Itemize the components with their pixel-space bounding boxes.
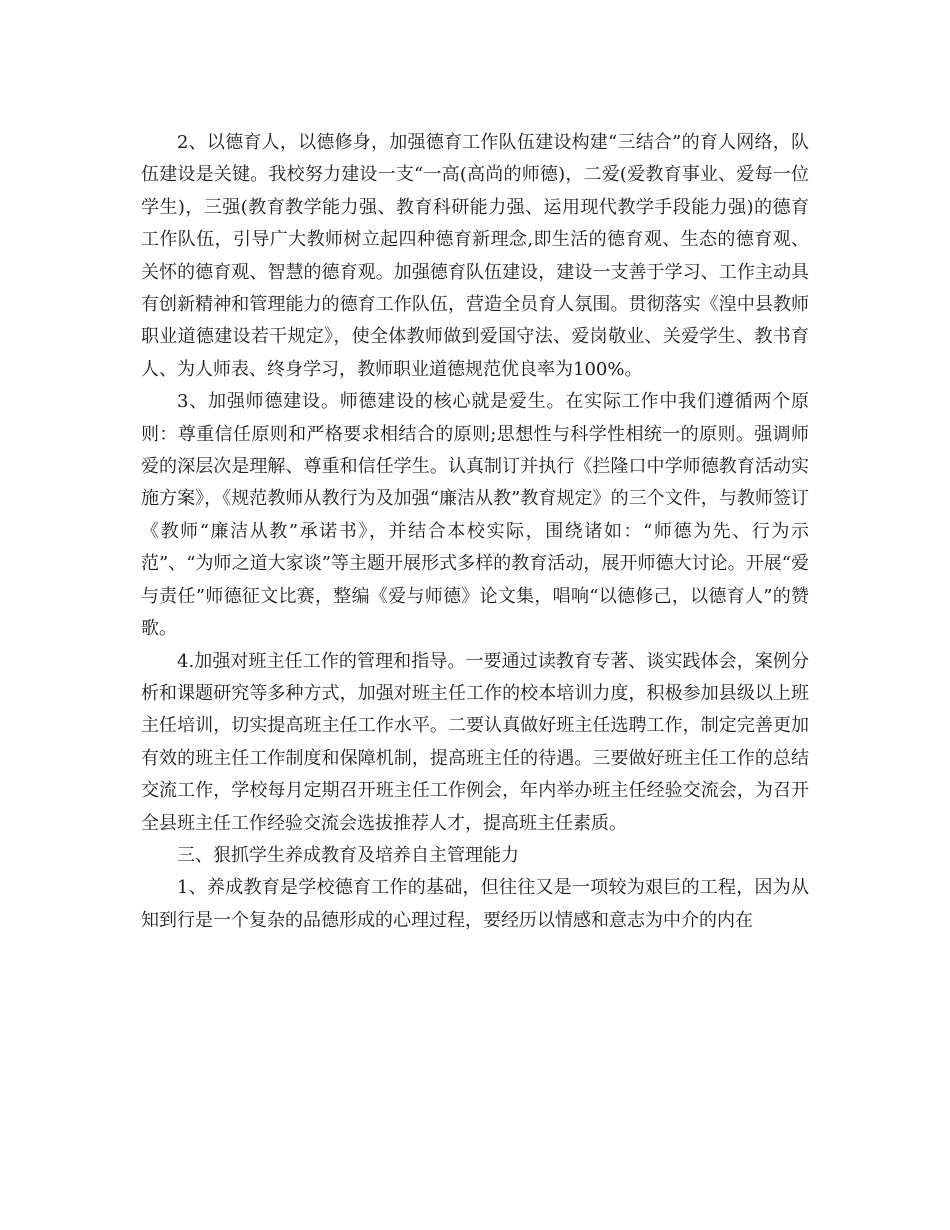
section-heading: 三、狠抓学生养成教育及培养自主管理能力 xyxy=(177,844,519,866)
document-body xyxy=(141,127,809,937)
paragraph-teacher-team: 2、以德育人，以德修身，加强德育工作队伍建设构建“三结合”的育人网络，队伍建设是关键。我校努力建设一支“一高(高尚的师德)，二爱(爱教育事业、爱每一位学生)，三强(教育教学能力强、教育科研能力强、运用现代教学手段能力强)的德育工作队伍，引导广大教师树立起四种德育新理念,即生活的德育观、生态的德育观、关怀的德育观、智慧的德育观。加强德育队伍建设，建设一支善于学习、工作主动具有创新精神和管理能力的德育工作队伍，营造全员育人氛围。贯彻落实《湟中县教师职业道德建设若干规定》，使全体教师做到爱国守法、爱岗敬业、关爱学生、教书育人、为人师表、终身学习，教师职业道德规范优良率为100%。 xyxy=(141,132,809,380)
paragraph-teacher-ethics: 3、加强师德建设。师德建设的核心就是爱生。在实际工作中我们遵循两个原则：尊重信任原则和严格要求相结合的原则;思想性与科学性相统一的原则。强调师爱的深层次是理解、尊重和信任学生。认真制订并执行《拦隆口中学师德教育活动实施方案》，《规范教师从教行为及加强“廉洁从教”教育规定》的三个文件，与教师签订《教师“廉洁从教”承诺书》，并结合本校实际，围绕诸如：“师德为先、行为示范”、“为师之道大家谈”等主题开展形式多样的教育活动，展开师德大讨论。开展“爱与责任”师德征文比赛，整编《爱与师德》论文集，唱响“以德修己，以德育人”的赞歌。 xyxy=(141,391,809,640)
paragraph-head-teacher: 4.加强对班主任工作的管理和指导。一要通过读教育专著、谈实践体会，案例分析和课题研究等多种方式，加强对班主任工作的校本培训力度，积极参加县级以上班主任培训，切实提高班主任工作水平。二要认真做好班主任选聘工作，制定完善更加有效的班主任工作制度和保障机制，提高班主任的待遇。三要做好班主任工作的总结交流工作，学校每月定期召开班主任工作例会，年内举办班主任经验交流会，为召开全县班主任工作经验交流会选拔推荐人才，提高班主任素质。 xyxy=(141,650,809,834)
paragraph-habit-education: 1、养成教育是学校德育工作的基础，但往往又是一项较为艰巨的工程，因为从知到行是一个复杂的品德形成的心理过程，要经历以情感和意志为中介的内在 xyxy=(141,877,809,931)
